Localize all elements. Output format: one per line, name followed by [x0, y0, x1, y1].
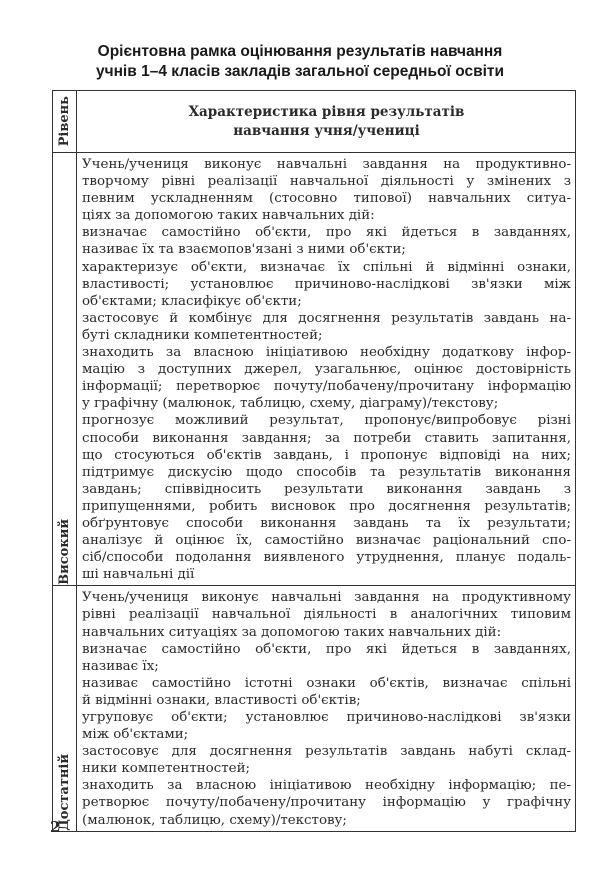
text-line: (малюнок, таблицю, схему)/текстову; [82, 812, 347, 828]
text-line: ші навчальні дії [82, 567, 195, 583]
text-line: навчальних ситуаціях за допомогою таких навчальних дій: [82, 624, 502, 640]
level-cell [53, 586, 77, 830]
text-line: Учень/учениця виконує навчальні завдання на продуктивному [82, 590, 571, 606]
text-line: творчому рівні реалізації навчальної діяльності у змінених з [82, 174, 571, 190]
page-title [0, 42, 600, 82]
text-line: мацію з доступних джерел, узагальнює, оцінює достовірність [82, 362, 571, 378]
text-line: й відмінні ознаки, властивості об'єктів; [82, 692, 361, 708]
text-line: характеризує об'єкти, визначає їх спільні й відмінні ознаки, [82, 259, 571, 275]
text-line: обґрунтовує способи виконання завдань та їх результати; [82, 515, 571, 531]
text-line: угруповує об'єкти; установлює причиново-наслідкові зв'язки [82, 710, 571, 725]
characteristic-header-line-1: Характеристика рівня результатів [188, 104, 465, 120]
description-cell [77, 153, 575, 585]
text-line: рівні реалізації навчальної діяльності в аналогічних типовим [82, 607, 571, 623]
text-line: ники компетентностей; [82, 761, 251, 777]
text-line: між об'єктами; [82, 727, 189, 743]
text-line: що стосуються об'єктів завдань, і пропонує відповіді на них; [82, 447, 571, 463]
text-line: об'єктами; класифікує об'єкти; [82, 293, 302, 309]
text-line: прогнозує можливий результат, пропонує/випробовує різні [82, 413, 571, 429]
text-line: застосовує й комбінує для досягнення результатів завдань на- [82, 310, 571, 326]
text-line: визначає самостійно об'єкти, про які йдеться в завданнях, [82, 641, 571, 657]
text-line: припущеннями, робить висновок про досягнення результатів; [82, 498, 571, 514]
description-cell [77, 586, 575, 830]
level-label-sufficient: Достатній [57, 753, 72, 831]
text-line: аналізує й оцінює їх, самостійно визначає раціональний спо- [82, 533, 571, 549]
assessment-table [52, 90, 576, 832]
level-label-high: Високий [57, 519, 72, 586]
text-line: називає самостійно істотні ознаки об'єктів, визначає спільні [82, 675, 571, 691]
text-line: підтримує дискусію щодо способів та результатів виконання [82, 464, 571, 480]
table-row-sufficient [53, 585, 575, 830]
characteristic-header-line-2: навчання учня/учениці [233, 123, 420, 139]
text-line: певним ускладненням (стосовно типової) навчальних ситуа- [82, 191, 571, 207]
text-line: буті складники компетентностей; [82, 327, 323, 343]
text-line: знаходить за власною ініціативою необхідну інформацію; пе- [82, 778, 571, 794]
title-line-1: Орієнтовна рамка оцінювання результатів навчання [97, 43, 503, 60]
title-line-2: учнів 1–4 класів закладів загальної середньої освіти [95, 63, 505, 80]
text-line: ціях за допомогою таких навчальних дій: [82, 208, 375, 224]
level-cell [53, 153, 77, 585]
text-line: називає їх та взаємопов'язані з ними об'єкти; [82, 242, 406, 258]
text-line: завдань; співвідносить результати виконання завдань з [82, 481, 571, 497]
text-line: у графічну (малюнок, таблицю, схему, діаграму)/текстову; [82, 396, 499, 412]
page-number: 2 [50, 818, 61, 836]
level-header-cell [53, 91, 77, 152]
text-line: Учень/учениця виконує навчальні завдання на продуктивно- [82, 157, 571, 172]
text-line: способи виконання завдання; за потреби ставить запитання, [82, 430, 571, 446]
text-line: інформації; перетворює почуту/побачену/прочитану інформацію [82, 379, 571, 395]
table-header-row [53, 91, 575, 152]
text-line: застосовує для досягнення результатів завдань набуті склад- [82, 744, 571, 760]
text-line: знаходить за власною ініціативою необхідну додаткову інфор- [82, 345, 571, 361]
text-line: ретворює почуту/побачену/прочитану інформацію у графічну [82, 795, 571, 811]
characteristic-header-cell [77, 91, 575, 152]
text-line: властивості; установлює причиново-наслідкові зв'язки між [82, 276, 571, 292]
text-line: визначає самостійно об'єкти, про які йдеться в завданнях, [82, 225, 571, 241]
text-line: сіб/способи подолання виявленого утруднення, планує подаль- [82, 550, 571, 566]
table-row-high [53, 152, 575, 585]
text-line: називає їх; [82, 658, 159, 674]
level-header: Рівень [57, 96, 72, 147]
